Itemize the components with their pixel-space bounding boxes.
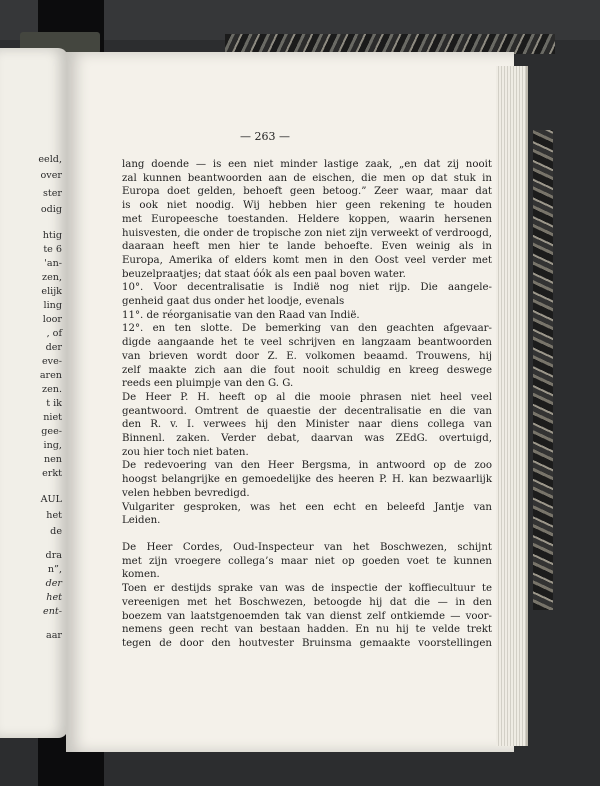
left-page-fragment: der [45,578,62,589]
left-page-fragment: erkt [42,468,62,479]
left-page-fragment: AUL [40,494,62,505]
left-page-fragment: , of [46,328,62,339]
text-line: Europa doet gelden, behoeft geen betoog.” Zeer waar, maar dat [122,186,492,198]
left-page-fragment: zen, [42,272,62,283]
text-line: met zijn vroegere collega’s maar niet op goeden voet te kunnen [122,555,492,567]
marbled-cover-top [225,34,555,54]
left-page-fragment: over [40,170,62,181]
text-line: genheid gaat dus onder het loodje, evenals [122,296,345,308]
text-line: 11°. de réorganisatie van den Raad van Indië. [122,309,360,321]
text-line: De redevoering van den Heer Bergsma, in antwoord op de zoo [122,460,492,472]
left-page-fragment: gee- [41,426,62,437]
text-line: zou hier toch niet baten. [122,446,249,458]
text-line: De Heer P. H. heeft op al die mooie phrasen niet heel veel [122,391,492,403]
left-page-fragment: de [50,526,62,537]
left-page-fragment: aar [45,630,62,641]
left-page-fragment: het [46,592,62,603]
text-line: boezem van laatstgenoemden tak van dienst zelf ontkiemde — voor- [122,610,492,622]
left-page-fragment: n”, [47,564,62,575]
text-line: digde aangaande het te veel schrijven en langzaam beantwoorden [122,337,492,349]
text-line: lang doende — is een niet minder lastige zaak, „en dat zij nooit [122,159,492,170]
text-line: Binnenl. zaken. Verder debat, daarvan was ZEdG. overtuigd, [122,433,492,445]
text-line: geantwoord. Omtrent de quaestie der decentralisatie en die van [122,405,492,417]
text-line: zal kunnen beantwoorden aan de eischen, die men op dat stuk in [122,172,492,184]
paragraph-gap [122,528,492,541]
text-line: tegen de door den houtvester Bruinsma gemaakte voorstellingen [122,637,492,649]
text-line: hoogst belangrijke en gemoedelijke des heeren P. H. kan bezwaarlijk [122,474,492,486]
text-line: huisvesten, die onder de tropische zon niet zijn verweekt of verdroogd, [122,227,492,239]
left-page-fragment: htig [42,230,62,241]
text-line: 12°. en ten slotte. De bemerking van den geachten afgevaar- [122,323,492,335]
text-line: Leiden. [122,515,161,527]
text-line: Toen er destijds sprake van was de inspectie der koffiecultuur te [122,583,492,595]
left-page-fragment: elijk [41,286,62,297]
left-page-fragment: odig [40,204,62,215]
text-line: is ook niet noodig. Wij hebben hier geen rekening te houden [122,200,492,212]
left-page-fragment: niet [43,412,62,423]
page-edges [496,66,528,746]
text-line: reeds een pluimpje van den G. G. [122,378,294,390]
left-page-fragment: der [45,342,62,353]
page-text [122,158,492,651]
text-line: vereenigen met het Boschwezen, betoogde hij dat die — in den [122,596,492,608]
text-line: beuzelpraatjes; dat staat óók als een paal boven water. [122,268,406,280]
left-page-fragment: 'an- [44,258,62,269]
page-number: — 263 — [240,130,290,143]
text-line: daaraan heeft men hier te lande behoefte. Even weinig als in [122,241,492,253]
text-line: den R. v. I. verwees hij den Minister naar diens collega van [122,419,492,431]
text-line: komen. [122,569,160,581]
left-page-fragment: ster [42,188,62,199]
left-page [0,48,68,738]
text-line: 10°. Voor decentralisatie is Indië nog niet rijp. Die aangele- [122,282,492,294]
left-page-fragment: dra [45,550,62,561]
left-page-fragment: nen [43,454,62,465]
left-page-fragment: t ik [46,398,62,409]
left-page-fragment: eve- [41,356,62,367]
text-line: velen hebben bevredigd. [122,487,250,499]
text-line: met Europeesche toestanden. Heldere koppen, waarin hersenen [122,213,492,225]
text-line: Europa, Amerika of elders komt men in den Oost veel verder met [122,254,492,266]
left-page-fragment: ent- [43,606,62,617]
left-page-fragment: ing, [43,440,62,451]
left-page-fragment: zen. [42,384,62,395]
text-line: Vulgariter gesproken, was het een echt en beleefd Jantje van [122,501,492,513]
left-page-fragment: ling [43,300,62,311]
marbled-cover-edge [533,130,553,610]
left-page-fragment: te 6 [43,244,62,255]
text-line: van brieven wordt door Z. E. volkomen beaamd. Trouwens, hij [122,350,492,362]
left-page-fragment: eeld, [38,154,62,165]
text-line: De Heer Cordes, Oud-Inspecteur van het Boschwezen, schijnt [122,541,492,553]
text-line: zelf maakte zich aan die fout nooit schuldig en kreeg deswege [122,364,492,376]
left-page-fragment: loor [42,314,62,325]
text-line: nemens geen recht van bestaan hadden. En nu hij te velde trekt [122,624,492,636]
left-page-fragment: het [46,510,62,521]
left-page-fragment: aren [39,370,62,381]
